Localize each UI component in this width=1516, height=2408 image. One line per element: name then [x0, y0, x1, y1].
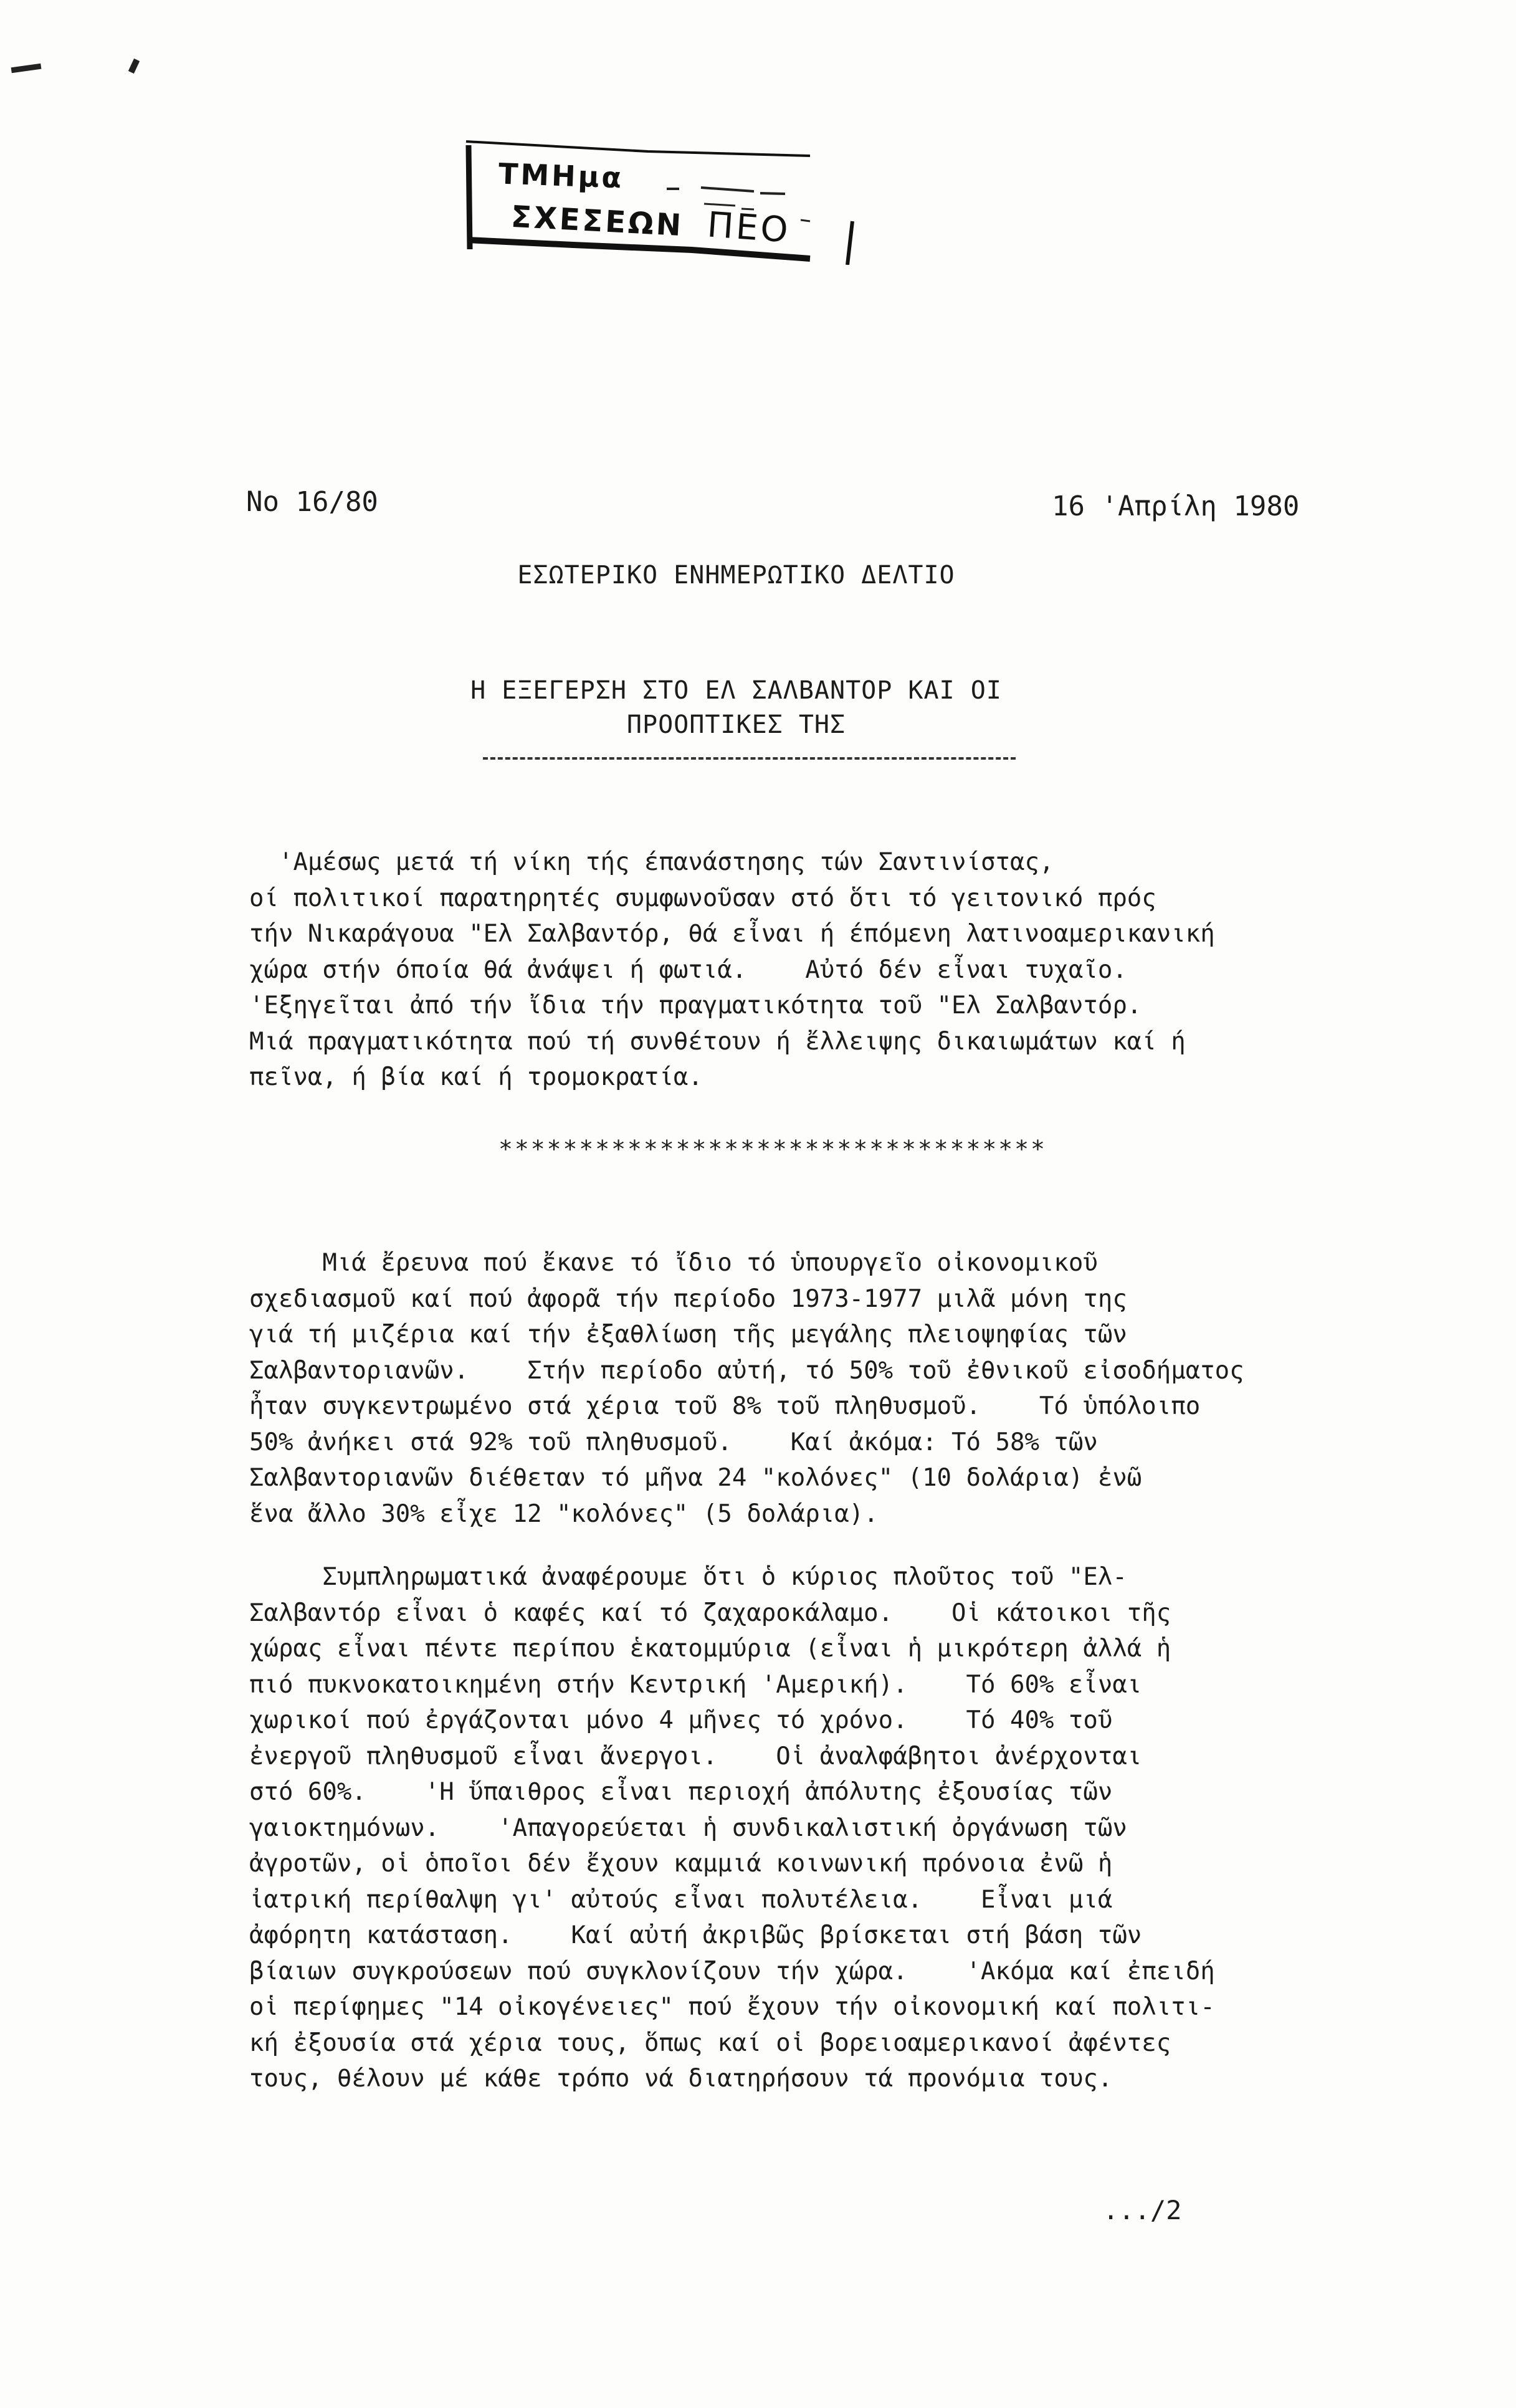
text-line: οἱ περίφημες "14 οἰκογένειες" πού ἔχουν τήν οἰκονομική καί πολιτι- [249, 1993, 1215, 2021]
headline-line-1: Η ΕΞΕΓΕΡΣΗ ΣΤΟ ΕΛ ΣΑΛΒΑΝΤΟΡ ΚΑΙ ΟΙ [470, 676, 1002, 705]
stamp-line-3: ΠΕΟ [705, 204, 792, 251]
asterisk-separator: ********************************** [498, 1135, 1047, 1163]
text-line: πεῖνα, ή βία καί ή τρομοκρατία. [249, 1063, 703, 1091]
text-line: κή ἐξουσία στά χέρια τους, ὅπως καί οἱ βορειοαμερικανοί ἀφέντες [249, 2028, 1171, 2057]
text-line: τους, θέλουν μέ κάθε τρόπο νά διατηρήσουν τά προνόμια τους. [249, 2065, 1113, 2093]
document-number: Νο 16/80 [246, 486, 378, 518]
text-line: 'Εξηγεῖται ἀπό τήν ἴδια τήν πραγματικότητα τοῦ "Ελ Σαλβαντόρ. [249, 991, 1142, 1020]
text-line: σχεδιασμοῦ καί πού ἀφορᾶ τήν περίοδο 1973-1977 μιλᾶ μόνη της [249, 1284, 1127, 1313]
scan-mark [11, 64, 42, 74]
text-line: γαιοκτημόνων. 'Απαγορεύεται ἡ συνδικαλιστική ὀργάνωση τῶν [249, 1813, 1127, 1842]
text-line: ἐνεργοῦ πληθυσμοῦ εἶναι ἄνεργοι. Οἱ ἀναλφάβητοι ἀνέρχονται [249, 1742, 1142, 1770]
page-continuation: .../2 [1103, 2195, 1182, 2225]
text-line: Σαλβαντόρ εἶναι ὁ καφές καί τό ζαχαροκάλαμο. Οἱ κάτοικοι τῆς [249, 1598, 1171, 1627]
text-line: πιό πυκνοκατοικημένη στήν Κεντρική 'Αμερική). Τό 60% εἶναι [249, 1670, 1142, 1699]
text-line: ἰατρική περίθαλψη γι' αὐτούς εἶναι πολυτέλεια. Εἶναι μιά [249, 1885, 1113, 1914]
department-stamp [461, 134, 860, 265]
text-line: Συμπληρωματικά ἀναφέρουμε ὅτι ὁ κύριος πλοῦτος τοῦ "Ελ- [249, 1563, 1127, 1591]
text-line: ἕνα ἄλλο 30% εἶχε 12 "κολόνες" (5 δολάρια). [249, 1499, 879, 1528]
stamp-line-2: ΣΧΕΣΕΩΝ [510, 199, 685, 244]
paragraph-economy [249, 1559, 1309, 2097]
scan-mark [128, 59, 140, 74]
text-line: 'Αμέσως μετά τή νίκη τής έπανάστησης τών Σαντινίστας, [249, 848, 1054, 876]
paragraph-survey [249, 1245, 1309, 1532]
text-line: Σαλβαντοριανῶν διέθεταν τό μῆνα 24 "κολόνες" (10 δολάρια) ἐνῶ [249, 1464, 1142, 1492]
text-line: Σαλβαντοριανῶν. Στήν περίοδο αὐτή, τό 50% τοῦ ἐθνικοῦ εἰσοδήματος [249, 1356, 1244, 1385]
text-line: χώρας εἶναι πέντε περίπου ἑκατομμύρια (εἶναι ἡ μικρότερη ἀλλά ἡ [249, 1635, 1171, 1663]
paragraph-intro [249, 844, 1309, 1096]
text-line: στό 60%. 'Η ὕπαιθρος εἶναι περιοχή ἀπόλυτης ἐξουσίας τῶν [249, 1778, 1113, 1806]
text-line: χώρα στήν όποία θά ἀνάψει ή φωτιά. Αὐτό δέν εἶναι τυχαῖο. [249, 955, 1127, 984]
text-line: ἀφόρητη κατάσταση. Καί αὐτή ἀκριβῶς βρίσκεται στή βάση τῶν [249, 1921, 1142, 1949]
text-line: τήν Νικαράγουα "Ελ Σαλβαντόρ, θά εἶναι ή έπόμενη λατινοαμερικανική [249, 920, 1215, 948]
stamp-line-1: ΤΜΗμα [498, 156, 624, 195]
text-line: οί πολιτικοί παρατηρητές συμφωνοῦσαν στό ὅτι τό γειτονικό πρός [249, 884, 1156, 912]
headline-underline [483, 757, 1016, 760]
text-line: Μιά πραγματικότητα πού τή συνθέτουν ή ἔλλειψης δικαιωμάτων καί ή [249, 1027, 1186, 1056]
text-line: χωρικοί πού ἐργάζονται μόνο 4 μῆνες τό χρόνο. Τό 40% τοῦ [249, 1706, 1113, 1734]
text-line: Μιά ἔρευνα πού ἔκανε τό ἴδιο τό ὑπουργεῖο οἰκονομικοῦ [249, 1249, 1098, 1277]
text-line: γιά τή μιζέρια καί τήν ἐξαθλίωση τῆς μεγάλης πλειοψηφίας τῶν [249, 1321, 1127, 1349]
headline-line-2: ΠΡΟΟΠΤΙΚΕΣ ΤΗΣ [626, 710, 846, 739]
document-date: 16 'Απρίλη 1980 [1052, 490, 1300, 522]
bulletin-title: ΕΣΩΤΕΡΙΚΟ ΕΝΗΜΕΡΩΤΙΚΟ ΔΕΛΤΙΟ [517, 561, 955, 590]
text-line: ἀγροτῶν, οἱ ὁποῖοι δέν ἔχουν καμμιά κοινωνική πρόνοια ἐνῶ ἡ [249, 1850, 1113, 1878]
text-line: 50% ἀνήκει στά 92% τοῦ πληθυσμοῦ. Καί ἀκόμα: Τό 58% τῶν [249, 1428, 1098, 1456]
text-line: βίαιων συγκρούσεων πού συγκλονίζουν τήν χώρα. 'Ακόμα καί ἐπειδή [249, 1957, 1215, 1985]
text-line: ἦταν συγκεντρωμένο στά χέρια τοῦ 8% τοῦ πληθυσμοῦ. Τό ὑπόλοιπο [249, 1392, 1201, 1420]
